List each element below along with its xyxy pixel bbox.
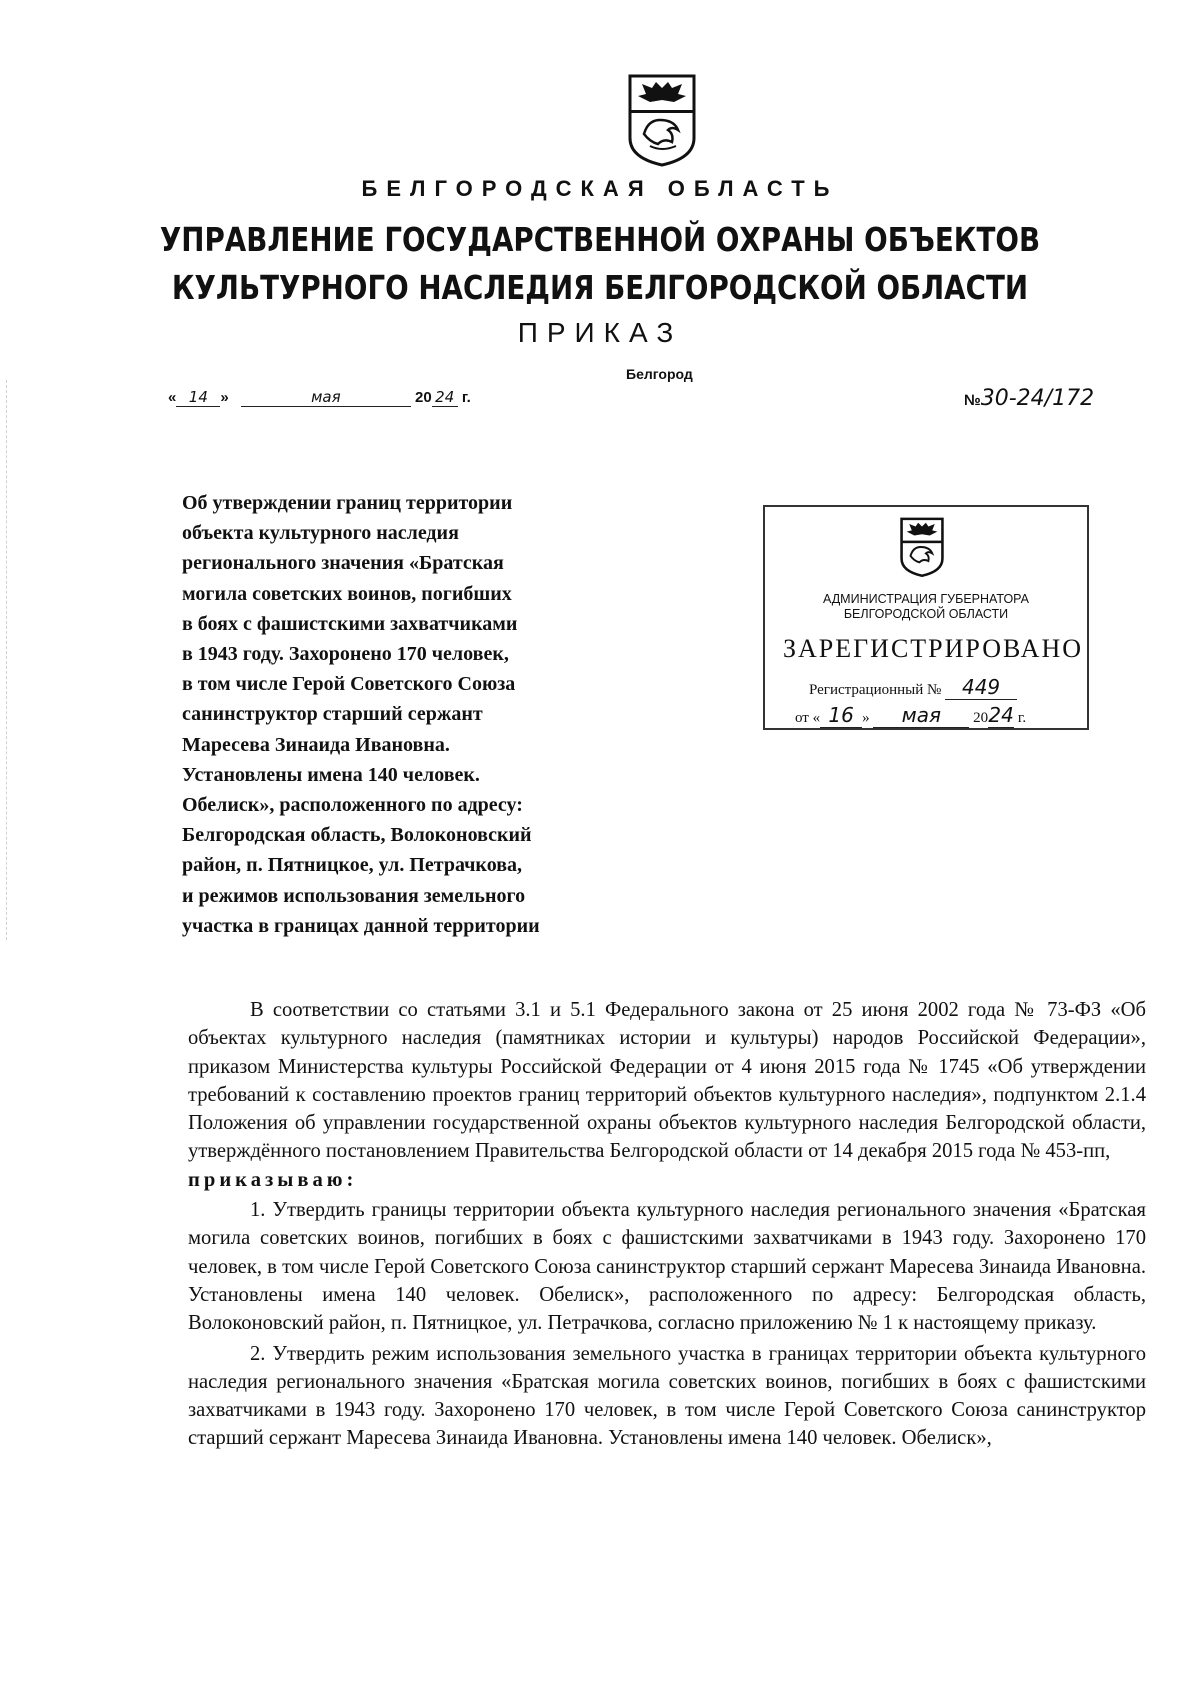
order-number — [964, 386, 1094, 411]
stamp-registration-date — [795, 703, 1026, 728]
agency-name — [96, 216, 1104, 312]
subject-line: регионального значения «Братская — [182, 552, 504, 575]
order-item-1: 1. Утвердить границы территории объекта культурного наследия регионального значения «Братская могила советских воинов, погибших в боях с фашистскими захватчиками в 1943 году. Захоронено 170 человек, в том числе Герой Советского Союза санинструктор старший сержант Маресева Зинаида Ивановна. Установлены имена 140 человек. Обелиск», расположенного по адресу: Белгородская область, Волоконовский район, п. Пятницкое, ул. Петрачкова, согласно приложению № 1 к настоящему приказу. — [188, 1199, 1146, 1335]
subject-line: в том числе Герой Советского Союза — [182, 673, 516, 696]
subject-line: объекта культурного наследия — [182, 522, 459, 545]
city-name: Белгород — [626, 366, 693, 382]
region-name: БЕЛГОРОДСКАЯ ОБЛАСТЬ — [361, 176, 839, 201]
stamp-day: 16 — [820, 703, 862, 728]
subject-line: в боях с фашистскими захватчиками — [182, 612, 518, 635]
number-label: № — [964, 392, 981, 409]
subject-line: Маресева Зинаида Ивановна. — [182, 733, 450, 756]
subject-line: в 1943 году. Захоронено 170 человек, — [182, 643, 509, 666]
preamble-paragraph: В соответствии со статьями 3.1 и 5.1 Федерального закона от 25 июня 2002 года № 73-ФЗ «Об объектах культурного наследия (памятниках истории и культуры) народов Российской Федерации», приказом Министерства культуры Российской Федерации от 4 июня 2015 года № 1745 «Об утверждении требований к составлению проектов границ территорий объектов культурного наследия», подпунктом 2.1.4 Положения об управлении государственной охраны объектов культурного наследия Белгородской области, утверждённого постановлением Правительства Белгородской области от 14 декабря 2015 года № 453-пп, — [188, 999, 1146, 1163]
stamp-registration-number — [809, 675, 1017, 700]
coat-of-arms-icon — [626, 72, 698, 168]
date-quote-close: » — [220, 389, 229, 406]
date-year-suffix: 24 — [432, 388, 458, 407]
subject-line: район, п. Пятницкое, ул. Петрачкова, — [182, 854, 522, 877]
order-subject — [182, 488, 652, 941]
stamp-admin-line2: БЕЛГОРОДСКОЙ ОБЛАСТИ — [843, 607, 1009, 621]
date-year-mark: г. — [461, 389, 471, 406]
subject-line: Белгородская область, Волоконовский — [182, 824, 532, 847]
stamp-admin-line1: АДМИНИСТРАЦИЯ ГУБЕРНАТОРА — [822, 592, 1030, 606]
order-item-2: 2. Утвердить режим использования земельного участка в границах территории объекта культурного наследия регионального значения «Братская могила советских воинов, погибших в боях с фашистскими захватчиками в 1943 году. Захоронено 170 человек, в том числе Герой Советского Союза санинструктор старший сержант Маресева Зинаида Ивановна. Установлены имена 140 человек. Обелиск», — [188, 1342, 1146, 1450]
agency-name-line2: КУЛЬТУРНОГО НАСЛЕДИЯ БЕЛГОРОДСКОЙ ОБЛАСТИ — [171, 268, 1029, 307]
registration-stamp — [763, 505, 1089, 730]
scan-edge-mark — [6, 380, 7, 940]
subject-line: участка в границах данной территории — [182, 914, 540, 937]
agency-name-line1: УПРАВЛЕНИЕ ГОСУДАРСТВЕННОЙ ОХРАНЫ ОБЪЕКТОВ — [159, 220, 1041, 259]
stamp-reg-number: 449 — [945, 675, 1017, 700]
stamp-coat-of-arms-icon — [899, 515, 945, 579]
stamp-year-mark: г. — [1017, 710, 1027, 726]
stamp-month: мая — [873, 703, 969, 728]
subject-line: Об утверждении границ территории — [182, 492, 513, 514]
date-month: мая — [241, 388, 411, 407]
subject-line: Установлены имена 140 человек. — [182, 763, 480, 786]
date-quote-open: « — [168, 389, 177, 406]
document-type: ПРИКАЗ — [517, 317, 683, 348]
date-year-prefix: 20 — [415, 389, 432, 406]
subject-line: могила советских воинов, погибших — [182, 582, 512, 605]
number-value: 30-24/172 — [980, 386, 1095, 411]
stamp-year-prefix: 20 — [973, 710, 989, 726]
subject-line: и режимов использования земельного — [182, 884, 526, 907]
stamp-year-suffix: 24 — [988, 703, 1014, 727]
stamp-admin-title — [765, 592, 1087, 622]
subject-line: санинструктор старший сержант — [182, 703, 483, 726]
order-body — [188, 996, 1146, 1453]
stamp-registered-label: ЗАРЕГИСТРИРОВАНО — [783, 634, 1083, 663]
stamp-quote-close: » — [862, 710, 870, 726]
subject-line: Обелиск», расположенного по адресу: — [182, 794, 523, 817]
stamp-from-label: от « — [795, 710, 821, 726]
order-date — [168, 388, 471, 407]
command-word: приказываю: — [188, 1168, 358, 1191]
stamp-reg-label: Регистрационный № — [809, 682, 942, 698]
date-day: 14 — [176, 388, 220, 407]
